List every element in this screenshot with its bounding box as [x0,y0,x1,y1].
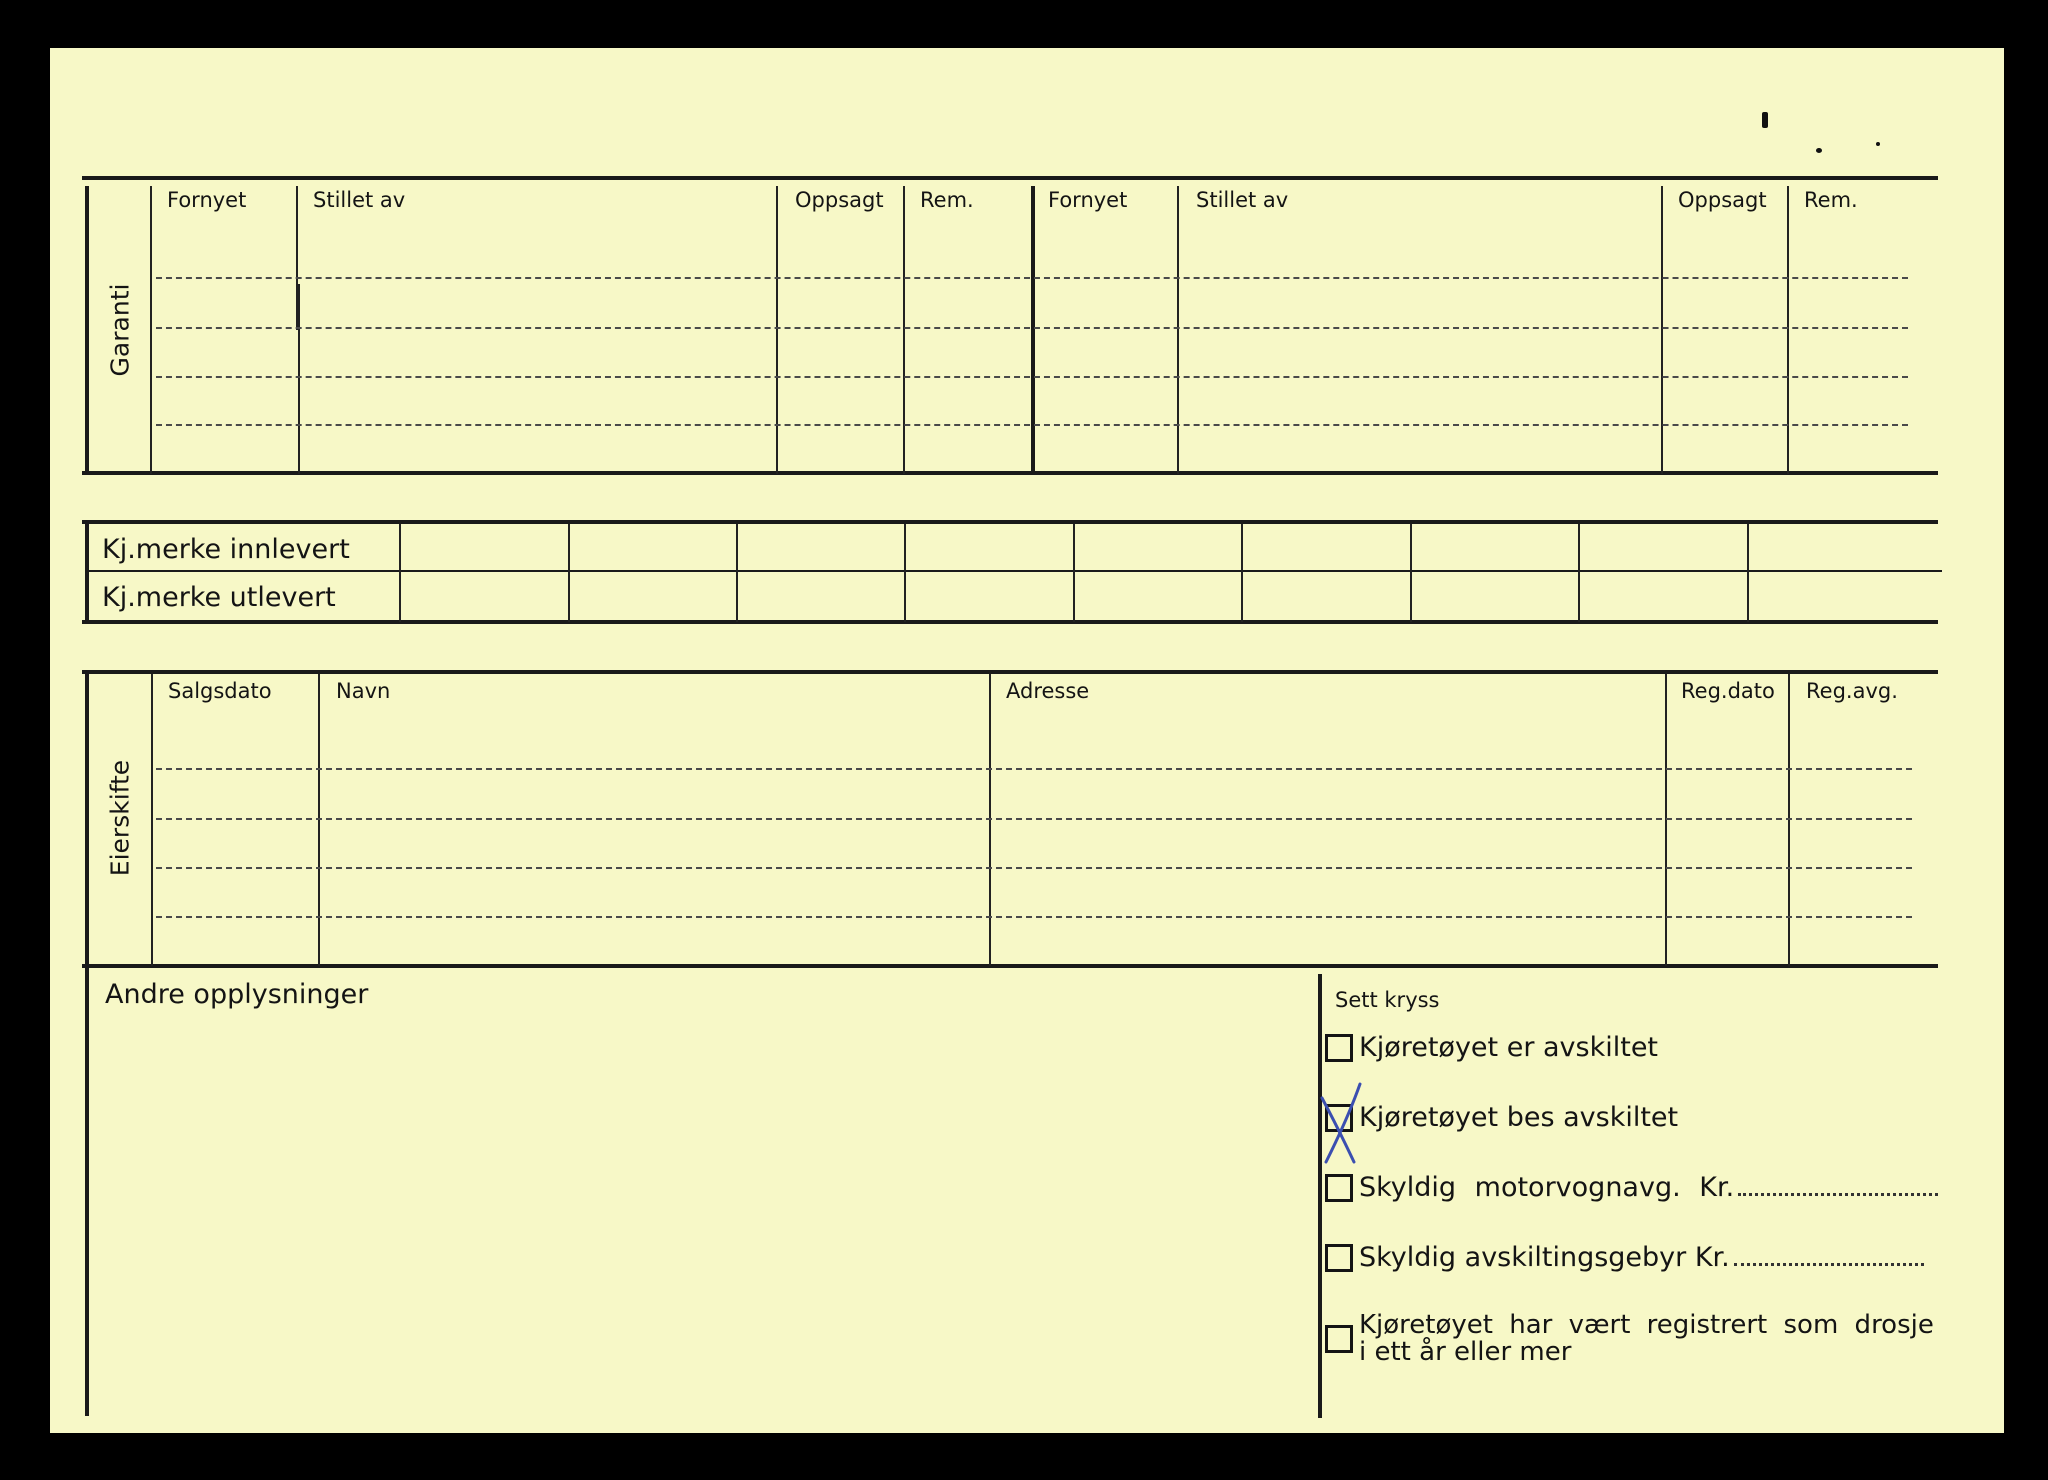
eierskifte-col-reg-avg: Reg.avg. [1806,679,1898,703]
garanti-divider [1661,186,1663,474]
eierskifte-top-line [82,670,1938,674]
garanti-center-divider [1031,186,1035,474]
checkbox-avskiltingsgebyr[interactable] [1325,1244,1353,1272]
checkbox-row-avskiltingsgebyr[interactable] [1325,1242,1924,1273]
kjennemerke-divider [904,524,906,622]
kjennemerke-top-line [82,520,1938,524]
garanti-divider [1177,186,1179,474]
garanti-bottom-line [82,471,1938,475]
checkbox-drosje-label: Kjøretøyet har vært registrert som drosje [1359,1310,1934,1340]
garanti-row-line [156,327,1908,329]
sett-kryss-title: Sett kryss [1335,988,1440,1012]
andre-opplysninger-label: Andre opplysninger [105,979,369,1010]
garanti-col-oppsagt: Oppsagt [795,188,884,212]
ink-speck [1876,142,1880,146]
garanti-row-line [156,376,1908,378]
garanti-top-line [82,176,1938,180]
kryss-left-border [1318,974,1322,1418]
garanti-col-fornyet: Fornyet [167,188,247,212]
checkbox-row-drosje[interactable] [1325,1312,1934,1367]
garanti-left-border [85,186,89,474]
garanti-divider [1787,186,1789,474]
garanti-divider [776,186,778,474]
checkbox-motorvognavg[interactable] [1325,1174,1353,1202]
eierskifte-bottom-line [82,964,1938,968]
garanti-divider [298,284,300,474]
eierskifte-divider [318,674,320,966]
garanti-divider [150,186,152,474]
kjennemerke-divider [736,524,738,622]
kjennemerke-innlevert-label: Kj.merke innlevert [102,534,350,565]
garanti-col-stillet-av: Stillet av [313,188,406,212]
garanti-row-line [156,277,1908,279]
eierskifte-col-adresse: Adresse [1006,679,1090,703]
kjennemerke-divider [1073,524,1075,622]
ink-speck [1762,112,1768,128]
garanti-section-label: Garanti [105,283,135,377]
eierskifte-col-reg-dato: Reg.dato [1681,679,1775,703]
garanti-col-fornyet-2: Fornyet [1048,188,1128,212]
checkbox-row-avskiltet[interactable] [1325,1032,1658,1063]
checkbox-drosje-label-line2: i ett år eller mer [1359,1337,1572,1368]
eierskifte-row-line [156,818,1912,820]
kjennemerke-divider [399,524,401,622]
checkbox-bes-avskiltet-label: Kjøretøyet bes avskiltet [1359,1102,1679,1133]
eierskifte-col-salgsdato: Salgsdato [168,679,272,703]
amount-dotted-line [1734,1263,1924,1266]
kjennemerke-divider [1747,524,1749,622]
eierskifte-divider [151,674,153,966]
garanti-divider [903,186,905,474]
checkbox-avskiltingsgebyr-label: Skyldig avskiltingsgebyr Kr. [1359,1242,1730,1273]
handwritten-cross-mark [1318,1078,1378,1168]
vehicle-record-card [50,48,2004,1433]
checkbox-motorvognavg-label: Skyldig motorvognavg. Kr. [1359,1172,1735,1203]
kjennemerke-divider [568,524,570,622]
checkbox-avskiltet[interactable] [1325,1034,1353,1062]
kjennemerke-divider [1410,524,1412,622]
garanti-col-oppsagt-2: Oppsagt [1678,188,1767,212]
kjennemerke-utlevert-label: Kj.merke utlevert [102,582,336,613]
kjennemerke-left-border [85,522,89,622]
kjennemerke-bottom-line [82,620,1938,624]
kjennemerke-middle-line [86,570,1942,572]
checkbox-drosje[interactable] [1325,1325,1353,1353]
garanti-col-rem-2: Rem. [1804,188,1858,212]
eierskifte-row-line [156,768,1912,770]
eierskifte-row-line [156,867,1912,869]
checkbox-row-motorvognavg[interactable] [1325,1172,1938,1203]
eierskifte-left-border [85,672,89,1416]
kjennemerke-divider [1578,524,1580,622]
eierskifte-divider [1788,674,1790,966]
amount-dotted-line [1738,1193,1938,1196]
eierskifte-divider [989,674,991,966]
eierskifte-divider [1665,674,1667,966]
eierskifte-col-navn: Navn [336,679,391,703]
checkbox-avskiltet-label: Kjøretøyet er avskiltet [1359,1032,1659,1063]
eierskifte-row-line [156,916,1912,918]
kjennemerke-divider [1241,524,1243,622]
eierskifte-section-label: Eierskifte [105,759,135,877]
ink-speck [1816,148,1822,153]
garanti-col-stillet-av-2: Stillet av [1196,188,1289,212]
garanti-row-line [156,424,1908,426]
garanti-col-rem: Rem. [920,188,974,212]
